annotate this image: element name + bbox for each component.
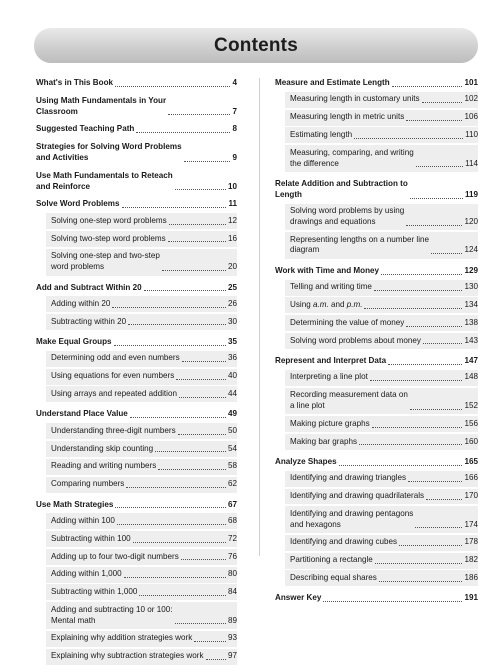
toc-subsection-item[interactable] (285, 232, 478, 259)
dot-leader (399, 545, 462, 546)
toc-section (36, 337, 237, 402)
dot-leader (158, 469, 226, 470)
dot-leader (372, 427, 463, 428)
toc-subsection-item[interactable] (285, 570, 478, 586)
toc-subsection-item-title: Adding within 20 (51, 298, 111, 308)
toc-section-heading-title: Strategies for Solving Word Problems and Activities (36, 142, 182, 162)
toc-subsection-item[interactable] (285, 416, 478, 432)
toc-subsection-item[interactable] (285, 145, 478, 172)
dot-leader (388, 364, 462, 365)
toc-subsection-item-page-number: 44 (227, 389, 237, 399)
toc-subsection-item-title: Recording measurement data on a line plot (290, 390, 408, 410)
toc-subsection-item-title: Telling and writing time (290, 282, 372, 292)
toc-section-heading[interactable] (275, 78, 478, 89)
toc-subsection-item-title: Identifying and drawing triangles (290, 473, 407, 483)
toc-subsection-item-page-number: 152 (464, 400, 478, 410)
toc-subsection-item[interactable] (46, 531, 237, 547)
toc-subsection-item[interactable] (46, 602, 237, 629)
toc-subsection-item-title: Interpreting a line plot (290, 372, 368, 382)
toc-section (275, 78, 478, 172)
toc-subsection-item-title: Solving one-step and two-step word problems (51, 251, 160, 272)
toc-subsection-item[interactable] (285, 434, 478, 450)
toc-subsection-item[interactable] (285, 110, 478, 126)
toc-subsection-item[interactable] (46, 231, 237, 247)
dot-leader (364, 308, 462, 309)
toc-subsection-item[interactable] (46, 477, 237, 493)
toc-section (36, 78, 237, 89)
toc-subsection-item-title: Reading and writing numbers (51, 461, 157, 471)
dot-leader (431, 253, 462, 254)
toc-section (36, 96, 237, 118)
toc-subsection-list (275, 204, 478, 259)
toc-subsection-item[interactable] (46, 423, 237, 439)
toc-subsection-item-title: Estimating length (290, 129, 353, 139)
toc-section (275, 457, 478, 586)
toc-section-heading[interactable] (275, 356, 478, 367)
toc-section-heading-title: Understand Place Value (36, 409, 128, 419)
toc-subsection-item[interactable] (46, 386, 237, 402)
dot-leader (422, 102, 463, 103)
toc-subsection-item-title: Identifying and drawing quadrilaterals (290, 491, 425, 501)
toc-left-column (36, 78, 237, 672)
toc-subsection-item[interactable] (46, 296, 237, 312)
toc-section-heading-title: Using Math Fundamentals in Your Classroom (36, 95, 167, 116)
toc-subsection-item-page-number: 143 (464, 335, 478, 345)
toc-section (36, 124, 237, 135)
toc-subsection-item-title: Understanding three-digit numbers (51, 425, 176, 435)
dot-leader (169, 224, 226, 225)
dot-leader (406, 225, 462, 226)
toc-section-heading-page-number: 101 (464, 78, 478, 87)
toc-section-heading-page-number: 129 (464, 265, 478, 275)
dot-leader (194, 641, 226, 642)
toc-section-heading[interactable] (36, 96, 237, 118)
toc-subsection-item-page-number: 160 (464, 436, 478, 446)
toc-subsection-item-page-number: 130 (464, 282, 478, 292)
toc-section (275, 179, 478, 259)
toc-subsection-item-page-number: 134 (464, 300, 478, 310)
toc-section (275, 266, 478, 349)
toc-subsection-item[interactable] (46, 459, 237, 475)
page-title: Contents (214, 34, 298, 56)
toc-subsection-item[interactable] (285, 204, 478, 231)
toc-subsection-item[interactable] (285, 489, 478, 505)
toc-subsection-item-page-number: 26 (227, 298, 237, 308)
toc-subsection-item-page-number: 76 (227, 551, 237, 561)
toc-section-heading-title: Analyze Shapes (275, 456, 337, 466)
toc-subsection-item-title: Determining odd and even numbers (51, 353, 180, 363)
dot-leader (426, 499, 462, 500)
toc-subsection-list (36, 423, 237, 492)
toc-section-heading-title: Work with Time and Money (275, 265, 380, 275)
toc-subsection-item[interactable] (46, 213, 237, 229)
dot-leader (124, 577, 226, 578)
toc-section-heading-title: Add and Subtract Within 20 (36, 282, 142, 292)
toc-subsection-item[interactable] (46, 631, 237, 647)
toc-subsection-item-page-number: 20 (227, 262, 237, 272)
toc-subsection-list (36, 213, 237, 275)
toc-section-heading[interactable] (275, 593, 478, 604)
toc-subsection-item[interactable] (46, 567, 237, 583)
toc-subsection-item[interactable] (285, 92, 478, 108)
dot-leader (415, 527, 462, 528)
toc-section-heading[interactable] (36, 409, 237, 420)
dot-leader (410, 198, 463, 199)
toc-subsection-item-page-number: 156 (464, 418, 478, 428)
toc-subsection-item-title: Solving word problems by using drawings and equations (290, 206, 405, 226)
toc-subsection-item-title: Using equations for even numbers (51, 371, 175, 381)
dot-leader (381, 274, 462, 275)
toc-subsection-item-page-number: 54 (227, 443, 237, 453)
toc-section-heading[interactable] (36, 283, 237, 294)
dot-leader (184, 161, 231, 162)
toc-subsection-item-page-number: 30 (227, 316, 237, 326)
toc-subsection-item[interactable] (285, 388, 478, 415)
dot-leader (122, 207, 227, 208)
toc-subsection-item-title: Solving two-step word problems (51, 233, 166, 243)
toc-section-heading-title: Suggested Teaching Path (36, 124, 135, 134)
toc-subsection-item-page-number: 120 (464, 216, 478, 226)
toc-subsection-item[interactable] (285, 127, 478, 143)
toc-subsection-item-page-number: 12 (227, 215, 237, 225)
toc-section-heading-title: Represent and Interpret Data (275, 356, 387, 365)
toc-subsection-list (36, 513, 237, 664)
toc-section-heading-title: Relate Addition and Subtraction to Length (275, 178, 408, 199)
contents-banner (34, 28, 478, 63)
toc-subsection-item-page-number: 138 (464, 317, 478, 327)
toc-subsection-item-page-number: 174 (464, 519, 478, 529)
toc-subsection-item-title: Adding up to four two-digit numbers (51, 551, 179, 561)
dot-leader (423, 343, 463, 344)
dot-leader (323, 601, 462, 602)
toc-section (36, 142, 237, 164)
toc-subsection-item-title: Understanding skip counting (51, 443, 154, 453)
dot-leader (176, 379, 226, 380)
dot-leader (339, 465, 463, 466)
toc-section-heading-title: What's in This Book (36, 78, 114, 87)
toc-subsection-item-title: Measuring length in metric units (290, 112, 405, 122)
toc-subsection-item-page-number: 97 (227, 651, 237, 661)
dot-leader (392, 86, 463, 87)
toc-subsection-item-page-number: 84 (227, 587, 237, 597)
toc-subsection-item[interactable] (285, 280, 478, 296)
toc-section-heading-page-number: 8 (232, 124, 237, 134)
toc-section-heading-page-number: 10 (227, 181, 237, 191)
toc-subsection-item-title: Subtracting within 100 (51, 533, 131, 543)
toc-subsection-item-title: Comparing numbers (51, 479, 125, 489)
toc-subsection-item[interactable] (46, 351, 237, 367)
toc-subsection-item-title: Partitioning a rectangle (290, 555, 373, 565)
toc-subsection-item[interactable] (46, 249, 237, 276)
toc-subsection-item-title: Using arrays and repeated addition (51, 389, 177, 399)
toc-section-heading-title: Make Equal Groups (36, 337, 112, 347)
toc-subsection-item-page-number: 178 (464, 537, 478, 547)
dot-leader (178, 434, 226, 435)
toc-subsection-item[interactable] (46, 549, 237, 565)
toc-subsection-list (275, 370, 478, 450)
toc-subsection-item-title: Identifying and drawing pentagons and hexagons (290, 508, 414, 529)
dot-leader (175, 189, 226, 190)
toc-subsection-item-page-number: 106 (464, 112, 478, 122)
toc-subsection-item[interactable] (285, 333, 478, 349)
dot-leader (354, 138, 463, 139)
toc-subsection-list (36, 296, 237, 330)
toc-section-heading[interactable] (36, 199, 237, 210)
dot-leader (410, 409, 463, 410)
toc-section-heading[interactable] (275, 179, 478, 201)
toc-section-heading-page-number: 67 (227, 499, 237, 509)
toc-section (275, 593, 478, 604)
toc-section-heading-page-number: 11 (228, 199, 237, 209)
toc-subsection-item-page-number: 102 (464, 94, 478, 104)
toc-subsection-item[interactable] (46, 584, 237, 600)
dot-leader (126, 487, 226, 488)
toc-subsection-item-page-number: 16 (227, 233, 237, 243)
dot-leader (181, 559, 226, 560)
toc-subsection-item-page-number: 89 (227, 615, 237, 625)
toc-subsection-item-title: Measuring length in customary units (290, 94, 420, 104)
toc-subsection-item-page-number: 62 (227, 479, 237, 489)
toc-subsection-item-title: Solving word problems about money (290, 335, 421, 345)
toc-subsection-item[interactable] (285, 506, 478, 533)
dot-leader (168, 114, 230, 115)
dot-leader (168, 241, 226, 242)
toc-right-column (275, 78, 478, 611)
dot-leader (130, 417, 226, 418)
dot-leader (144, 290, 226, 291)
toc-subsection-item[interactable] (46, 441, 237, 457)
dot-leader (206, 659, 226, 660)
toc-subsection-item[interactable] (285, 535, 478, 551)
toc-subsection-item[interactable] (46, 369, 237, 385)
toc-section-heading[interactable] (275, 457, 478, 468)
toc-section-heading[interactable] (36, 142, 237, 164)
toc-subsection-item-page-number: 68 (227, 515, 237, 525)
toc-subsection-item-page-number: 58 (227, 461, 237, 471)
dot-leader (406, 326, 462, 327)
toc-section (36, 409, 237, 492)
dot-leader (115, 507, 226, 508)
toc-subsection-item-title: Subtracting within 20 (51, 316, 127, 326)
toc-subsection-item-page-number: 114 (465, 158, 478, 168)
toc-section-heading[interactable] (36, 500, 237, 511)
toc-subsection-item-title: Solving one-step word problems (51, 215, 167, 225)
toc-subsection-item-page-number: 72 (227, 533, 237, 543)
toc-subsection-item-page-number: 170 (464, 491, 478, 501)
toc-subsection-item[interactable] (285, 315, 478, 331)
toc-subsection-item-title: Identifying and drawing cubes (290, 537, 398, 547)
dot-leader (117, 524, 226, 525)
toc-section-heading[interactable] (275, 266, 478, 277)
toc-section (36, 283, 237, 331)
toc-section (36, 171, 237, 193)
toc-subsection-item-title: Representing lengths on a number line diagram (290, 234, 430, 255)
dot-leader (155, 451, 226, 452)
toc-subsection-item-title: Adding and subtracting 10 or 100: Mental math (51, 604, 173, 625)
toc-subsection-item-page-number: 93 (227, 633, 237, 643)
toc-section-heading-title: Use Math Strategies (36, 499, 114, 509)
toc-subsection-item-page-number: 36 (227, 353, 237, 363)
toc-section-heading-page-number: 49 (227, 409, 237, 419)
toc-section-heading[interactable] (36, 171, 237, 193)
dot-leader (416, 166, 463, 167)
dot-leader (136, 132, 230, 133)
dot-leader (115, 86, 230, 87)
toc-section (36, 199, 237, 275)
toc-section-heading-title: Measure and Estimate Length (275, 78, 390, 87)
dot-leader (139, 595, 226, 596)
toc-subsection-item-title: Describing equal shares (290, 573, 377, 583)
toc-subsection-item-page-number: 186 (464, 573, 478, 583)
dot-leader (162, 270, 226, 271)
toc-section-heading-title: Solve Word Problems (36, 199, 120, 209)
toc-section-heading-page-number: 35 (227, 337, 237, 347)
toc-section-heading[interactable] (36, 124, 237, 135)
toc-subsection-item-page-number: 110 (465, 129, 478, 139)
toc-subsection-item-title: Measuring, comparing, and writing the difference (290, 147, 414, 168)
toc-subsection-item-title: Using a.m. and p.m. (290, 300, 363, 310)
toc-section-heading[interactable] (36, 78, 237, 89)
toc-subsection-item-title: Making picture graphs (290, 418, 370, 428)
dot-leader (128, 324, 226, 325)
dot-leader (112, 307, 226, 308)
toc-section-heading-page-number: 4 (232, 78, 237, 87)
toc-subsection-list (275, 92, 478, 172)
dot-leader (175, 623, 226, 624)
toc-section-heading-page-number: 191 (464, 593, 478, 603)
toc-subsection-item-title: Explaining why addition strategies work (51, 633, 193, 643)
toc-subsection-item[interactable] (46, 649, 237, 665)
toc-section-heading[interactable] (36, 337, 237, 348)
dot-leader (406, 120, 462, 121)
toc-section-heading-title: Answer Key (275, 593, 322, 603)
dot-leader (114, 345, 226, 346)
toc-section-heading-page-number: 25 (227, 282, 237, 292)
toc-section-heading-page-number: 119 (464, 189, 478, 199)
toc-subsection-item-title: Adding within 1,000 (51, 569, 122, 579)
toc-subsection-list (36, 351, 237, 403)
toc-section-heading-page-number: 147 (464, 356, 478, 365)
toc-subsection-item-page-number: 148 (464, 372, 478, 382)
dot-leader (133, 542, 226, 543)
toc-subsection-item[interactable] (46, 513, 237, 529)
dot-leader (370, 380, 463, 381)
toc-subsection-item[interactable] (285, 297, 478, 313)
toc-subsection-item-title: Adding within 100 (51, 515, 115, 525)
toc-subsection-item[interactable] (285, 370, 478, 386)
dot-leader (408, 481, 462, 482)
toc-subsection-item-page-number: 182 (464, 555, 478, 565)
toc-subsection-item-title: Subtracting within 1,000 (51, 587, 138, 597)
toc-section-heading-page-number: 7 (232, 106, 237, 116)
dot-leader (179, 397, 226, 398)
toc-subsection-list (275, 280, 478, 349)
toc-subsection-item-page-number: 166 (464, 473, 478, 483)
toc-subsection-item-title: Determining the value of money (290, 317, 405, 327)
toc-subsection-item-page-number: 124 (464, 245, 478, 255)
dot-leader (359, 444, 462, 445)
toc-subsection-item-page-number: 40 (227, 371, 237, 381)
toc-section (275, 356, 478, 450)
dot-leader (182, 361, 226, 362)
toc-subsection-item[interactable] (285, 471, 478, 487)
toc-subsection-item-title: Making bar graphs (290, 436, 358, 446)
toc-subsection-item[interactable] (285, 553, 478, 569)
dot-leader (374, 290, 463, 291)
toc-subsection-item[interactable] (46, 314, 237, 330)
dot-leader (379, 581, 463, 582)
toc-section-heading-title: Use Math Fundamentals to Reteach and Reinforce (36, 170, 173, 191)
toc-subsection-list (275, 471, 478, 587)
dot-leader (375, 563, 463, 564)
toc-section (36, 500, 237, 665)
toc-section-heading-page-number: 165 (464, 456, 478, 466)
toc-subsection-item-page-number: 80 (227, 569, 237, 579)
toc-section-heading-page-number: 9 (232, 152, 237, 162)
toc-subsection-item-page-number: 50 (227, 425, 237, 435)
toc-subsection-item-title: Explaining why subtraction strategies work (51, 651, 204, 661)
